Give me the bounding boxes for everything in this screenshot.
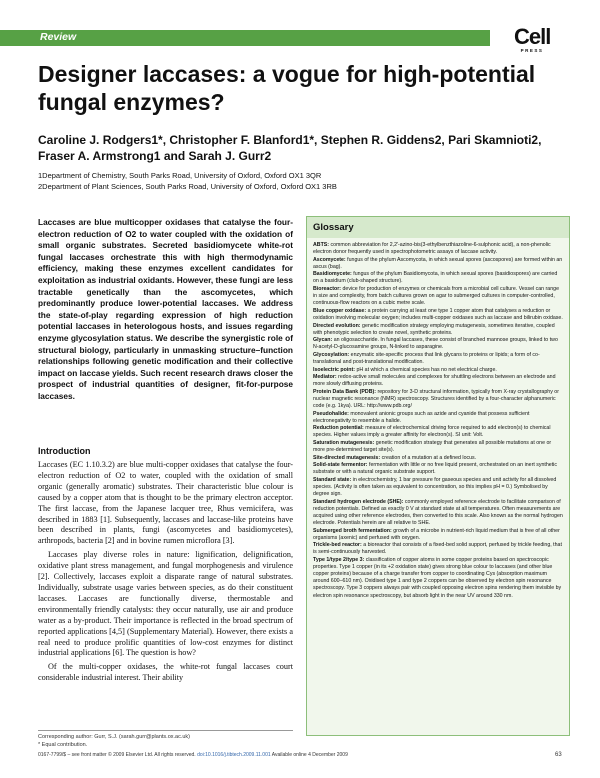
glossary-term: Mediator:	[313, 374, 337, 381]
glossary-definition: a protein carrying at least one type 1 copper atom that catalyses a reduction or oxidation involving molecular oxygen; includes multi-copper oxidases such as laccase and bilirubin oxidase.	[313, 307, 563, 321]
glossary-term: Saturation mutagenesis:	[313, 440, 375, 447]
glossary-term: Directed evolution:	[313, 322, 361, 329]
abstract: Laccases are blue multicopper oxidases that catalyse the four-electron reduction of O2 to water coupled with the oxidation of small organic substrates. Secreted basidiomycete white-rot fungal laccases orchestrate this with high thermodynamic efficiency, making these enzymes excellent candidates for exploitation as industrial oxidants. However, these fungi are less tractable genetically than the ascomycetes, which predominantly produce lower-potential laccases. We address the state-of-play regarding expression of high reduction potential laccases in heterologous hosts, and issues regarding enzyme glycosylation status. We describe the synergistic role of structural biology, particularly in unmasking structure–function relationships following genetic modification and their collective impact on laccase yields. Such recent research draws closer the prospect of industrial quantities of designer, fit-for-purpose laccases.	[38, 217, 293, 401]
glossary-term: Reduction potential:	[313, 425, 364, 432]
glossary-entry	[313, 528, 563, 542]
glossary-definition: classification of copper atoms in some copper proteins based on spectroscopic properties. Type 1 copper (in its +2 oxidation state) gives strong blue colour to laccases (and other blue copper proteins) because of a charge transfer from copper to coordinating Cys (absorption maximum around 600–610 nm). Oxidised type 1 and type 2 coppers can be observed by electron spin resonance spectroscopy. Type 3 coppers always pair with coupled opposing electron spins rendering them invisible by electron spin resonance spectroscopy, but absorb light in the near UV around 330 nm.	[313, 557, 562, 599]
glossary-term: Standard state:	[313, 477, 352, 483]
glossary-entry	[313, 411, 563, 425]
glossary-definition: redox-active small molecules and complexes for shuttling electrons between an electrode and more slowly diffusing proteins.	[313, 374, 556, 388]
glossary-term: Ascomycete:	[313, 256, 346, 263]
glossary-entry	[313, 499, 563, 527]
affiliation-2: 2Department of Plant Sciences, South Parks Road, University of Oxford, Oxford OX1 3RB	[38, 182, 337, 191]
glossary-term: Glycosylation:	[313, 351, 350, 358]
paragraph: Laccases play diverse roles in nature: lignification, delignification, oxidative plant stress management, and fungal morphogenesis and virulence [2]. Collectively, laccases exploit a disparate range of natural substrates. Individually, substrate usage varies between species, as do their constituent laccases. Laccases are functionally diverse, thermostable and environmentally friendly catalysts: they occur naturally, use air and produce water as a by-product. Their importance is reflected in the broad spectrum of reported applications [4,5] (Supplementary Material). However, there exists a real need to produce prolific quantities of low-cost enzymes for distinct industrial applications [6]. The question is how?	[38, 550, 293, 658]
online-date: Available online 4 December 2009	[271, 752, 348, 758]
glossary-entry	[313, 440, 563, 454]
glossary-box	[306, 216, 570, 736]
glossary-definition: repository for 3-D structural information, typically from X-ray crystallography or nuclear magnetic resonance (NMR) spectroscopy. Structures identified by a four-character alphanumeric code (e.g. 1kya). URL: http://www.pdb.org/	[313, 388, 559, 410]
glossary-definition: fungus of the phylum Ascomycota, in which sexual spores (ascospores) are formed within an ascus (bag).	[313, 256, 563, 270]
section-tab	[0, 30, 490, 46]
glossary-entry	[313, 308, 563, 322]
glossary-entry	[313, 425, 563, 439]
page-footer	[38, 752, 568, 758]
glossary-definition: creation of a mutation at a defined locus.	[380, 454, 477, 461]
glossary-term: Isoelectric point:	[313, 366, 356, 373]
glossary-term: ABTS:	[313, 242, 330, 248]
glossary-definition: measure of electrochemical driving force required to add electron(s) to chemical species. Higher values imply a greater affinity for electron(s). SI unit: Volt.	[313, 425, 551, 439]
glossary-term: Solid-state fermentor:	[313, 462, 368, 469]
glossary-entries	[307, 238, 569, 600]
glossary-entry	[313, 374, 563, 388]
glossary-entry	[313, 242, 563, 256]
corresponding-author: Corresponding author: Gurr, S.J. (sarah.gurr@plants.ox.ac.uk)	[38, 734, 191, 740]
glossary-entry	[313, 367, 563, 374]
glossary-term: Site-directed mutagenesis:	[313, 454, 381, 461]
glossary-definition: in electrochemistry, 1 bar pressure for gaseous species and unit activity for all dissolved species. (Activity is often taken as equivalent to concentration, so this implies pH = 0.) Symbolised by degree sign.	[313, 477, 557, 498]
paragraph: Laccases (EC 1.10.3.2) are blue multi-copper oxidases that catalyse the four-electron reduction of O2 to water, coupled with the oxidation of small organic (generally aromatic) substrates. Their characteristic blue colour is caused by a copper atom that is thought to be the primary electron acceptor. The first laccase, from the Japanese lacquer tree, Rhus vernicifera, was described in 1883 [1]. Subsequently, laccases and laccase-like proteins have been described in plants, fungi (ascomycetes and basidiomycetes), arthropods, bacteria [2] and in bovine rumen microflora [3].	[38, 460, 293, 546]
glossary-term: Standard hydrogen electrode (SHE):	[313, 498, 404, 505]
doi-link[interactable]: doi:10.1016/j.tibtech.2009.11.001	[197, 752, 271, 758]
affiliations	[38, 170, 578, 192]
glossary-definition: enzymatic site-specific process that link glycans to proteins or lipids; a form of co-translational and post-translational modification.	[313, 351, 540, 365]
glossary-entry	[313, 271, 563, 285]
glossary-term: Trickle-bed reactor:	[313, 542, 362, 549]
glossary-definition: fermentation with little or no free liquid present, orchestrated on an inert synthetic substrate or with a natural organic substrate support.	[313, 462, 557, 476]
glossary-term: Glycan:	[313, 337, 333, 344]
glossary-entry	[313, 257, 563, 271]
glossary-term: Type 1/type 2/type 3:	[313, 557, 365, 564]
article-title: Designer laccases: a vogue for high-potential fungal enzymes?	[38, 61, 536, 115]
glossary-term: Blue copper oxidase:	[313, 307, 367, 314]
author-list: Caroline J. Rodgers1*, Christopher F. Blanford1*, Stephen R. Giddens2, Pari Skamnioti2, Fraser A. Armstrong1 and Sarah J. Gurr2	[38, 133, 542, 163]
glossary-heading: Glossary	[307, 217, 569, 238]
glossary-entry	[313, 455, 563, 462]
footnotes	[38, 730, 293, 749]
glossary-definition: fungus of the phylum Basidiomycota, in which sexual spores (basidiospores) are carried on a basidium (club-shaped structure).	[313, 271, 558, 285]
logo-word: Cell	[514, 24, 551, 49]
glossary-definition: a bioreactor that consists of a fixed-bed solid support, perfused by trickle feeding, that is semi-continuously harvested.	[313, 542, 562, 556]
glossary-definition: growth of a microbe in nutrient-rich liquid medium that is free of all other organisms (axenic) and perfused with oxygen.	[313, 527, 560, 541]
glossary-term: Pseudohalide:	[313, 410, 349, 417]
page-number: 63	[555, 752, 562, 758]
glossary-definition: monovalent anionic groups such as azide and cyanide that possess sufficient electronegativity to resemble a halide.	[313, 410, 530, 424]
glossary-definition: common abbreviation for 2,2'-azino-bis(3-ethylbenzthiazoline-6-sulphonic acid), a non-phenolic electron donor frequently used in spectrophotometric assays of laccase activity.	[313, 242, 551, 256]
glossary-entry	[313, 389, 563, 410]
glossary-entry	[313, 542, 563, 556]
glossary-definition: device for production of enzymes or chemicals from a microbial cell culture. Vessel can range in size and complexity, from batch cultures grown on agar to submerged cultures in computer-controlled, continuous-flow reactors on a cubic metre scale.	[313, 286, 559, 307]
section-label: Review	[40, 31, 77, 43]
glossary-entry	[313, 286, 563, 307]
glossary-entry	[313, 462, 563, 476]
equal-contribution-note: * Equal contribution.	[38, 742, 88, 748]
glossary-term: Bioreactor:	[313, 286, 342, 293]
glossary-term: Basidiomycete:	[313, 271, 352, 278]
glossary-entry	[313, 557, 563, 600]
copyright: 0167-7799/$ – see front matter © 2009 Elsevier Ltd. All rights reserved.	[38, 752, 196, 758]
glossary-definition: genetic modification strategy employing mutagenesis, sometimes iterative, coupled with phenotypic selection to create novel, synthetic proteins.	[313, 322, 555, 336]
paragraph: Of the multi-copper oxidases, the white-rot fungal laccases court considerable industrial interest. Their ability	[38, 662, 293, 683]
glossary-entry	[313, 477, 563, 498]
glossary-definition: genetic modification strategy that generates all possible mutations at one or more pre-determined target site(s).	[313, 440, 552, 454]
cell-press-logo	[514, 26, 550, 53]
glossary-definition: commonly employed reference electrode to facilitate comparison of reduction potentials. Defined as exactly 0 V at standard state at all temperatures. Often measurements are acquired using other reference electrodes, then converted to this scale. Also known as the normal hydrogen electrode. Potentials herein are all relative to SHE.	[313, 498, 563, 527]
glossary-entry	[313, 323, 563, 337]
intro-body	[38, 460, 293, 687]
glossary-definition: an oligosaccharide. In fungal laccases, these consist of branched mannose groups, linked to two N-acetyl-D-glucosamine groups, N-linked to asparagine.	[313, 337, 558, 351]
intro-heading: Introduction	[38, 446, 91, 456]
affiliation-1: 1Department of Chemistry, South Parks Road, University of Oxford, Oxford OX1 3QR	[38, 171, 322, 180]
glossary-entry	[313, 352, 563, 366]
glossary-definition: pH at which a chemical species has no net electrical charge.	[355, 366, 497, 373]
glossary-entry	[313, 337, 563, 351]
glossary-term: Submerged broth fermentation:	[313, 527, 392, 534]
glossary-term: Protein Data Bank (PDB):	[313, 388, 377, 395]
logo-sub: PRESS	[520, 48, 544, 53]
